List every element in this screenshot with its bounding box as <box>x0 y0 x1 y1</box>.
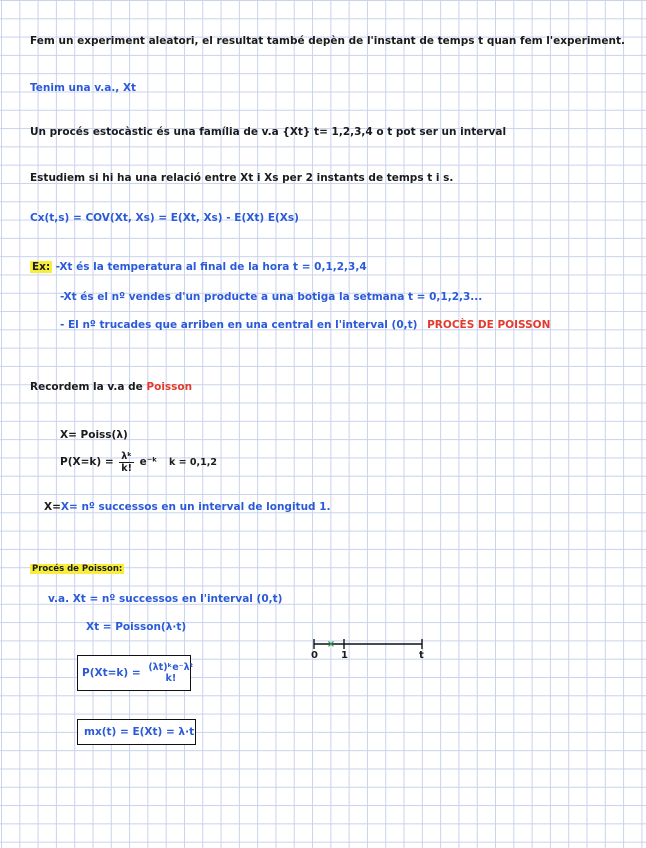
example-1-text: -Xt és la temperatura al final de la hora t = 0,1,2,3,4 <box>52 261 367 273</box>
process-variable: v.a. Xt = nº successos en l'interval (0,t) <box>48 593 283 605</box>
box1-fraction <box>146 662 195 684</box>
formula-box-pmf <box>77 655 194 691</box>
process-distribution: Xt = Poisson(λ·t) <box>86 621 187 633</box>
event-marker-icon: × <box>326 639 336 650</box>
example-label: Ex: <box>32 261 51 273</box>
example-3-text: - El nº trucades que arriben en una central en l'interval (0,t) <box>60 319 418 331</box>
poisson-definition <box>44 500 331 514</box>
recall-poisson <box>30 380 192 394</box>
process-pmf <box>82 661 197 685</box>
pmf-exponential: e⁻ᵏ <box>139 456 158 468</box>
timeline-label-t: t <box>419 650 424 661</box>
pmf-lhs: P(X=k) = <box>60 456 114 468</box>
pmf-numerator: λᵏ <box>121 450 132 462</box>
poisson-process-heading <box>30 562 124 576</box>
example-2: -Xt és el nº vendes d'un producte a una botiga la setmana t = 0,1,2,3... <box>60 291 483 303</box>
timeline <box>308 636 430 664</box>
box1-denominator: k! <box>165 673 177 684</box>
poisson-pmf <box>60 450 217 475</box>
poisson-word: Poisson <box>146 381 193 393</box>
pmf-range: k = 0,1,2 <box>169 457 217 468</box>
process-definition: Un procés estocàstic és una família de v.a {Xt} t= 1,2,3,4 o t pot ser un interval <box>30 126 507 138</box>
intro-text: Fem un experiment aleatori, el resultat també depèn de l'instant de temps t quan fem l'experiment. <box>30 35 625 47</box>
example-1 <box>30 260 367 274</box>
box1-lhs: P(Xt=k) = <box>82 667 141 679</box>
poisson-variable: X= Poiss(λ) <box>60 429 128 441</box>
example-3 <box>60 318 550 332</box>
random-variable-line: Tenim una v.a., Xt <box>30 82 137 94</box>
timeline-label-1: 1 <box>341 650 348 661</box>
poisson-definition-text: X= nº successos en un interval de longitud 1. <box>60 501 331 513</box>
mean-function: mx(t) = E(Xt) = λ·t <box>84 726 195 738</box>
poisson-process-tag: PROCÈS DE POISSON <box>427 319 551 331</box>
formula-box-mean <box>77 719 196 745</box>
x-symbol: X= <box>44 501 61 513</box>
timeline-label-0: 0 <box>311 650 318 661</box>
study-relation-text: Estudiem si hi ha una relació entre Xt i Xs per 2 instants de temps t i s. <box>30 172 454 184</box>
pmf-denominator: k! <box>121 462 132 474</box>
box1-numerator: (λt)ᵏe⁻λᵗ <box>148 662 194 673</box>
poisson-process-title: Procés de Poisson: <box>32 564 123 574</box>
recall-poisson-text: Recordem la v.a de <box>30 381 147 393</box>
covariance-formula: Cx(t,s) = COV(Xt, Xs) = E(Xt, Xs) - E(Xt) E(Xs) <box>30 212 299 224</box>
pmf-fraction <box>119 451 134 474</box>
